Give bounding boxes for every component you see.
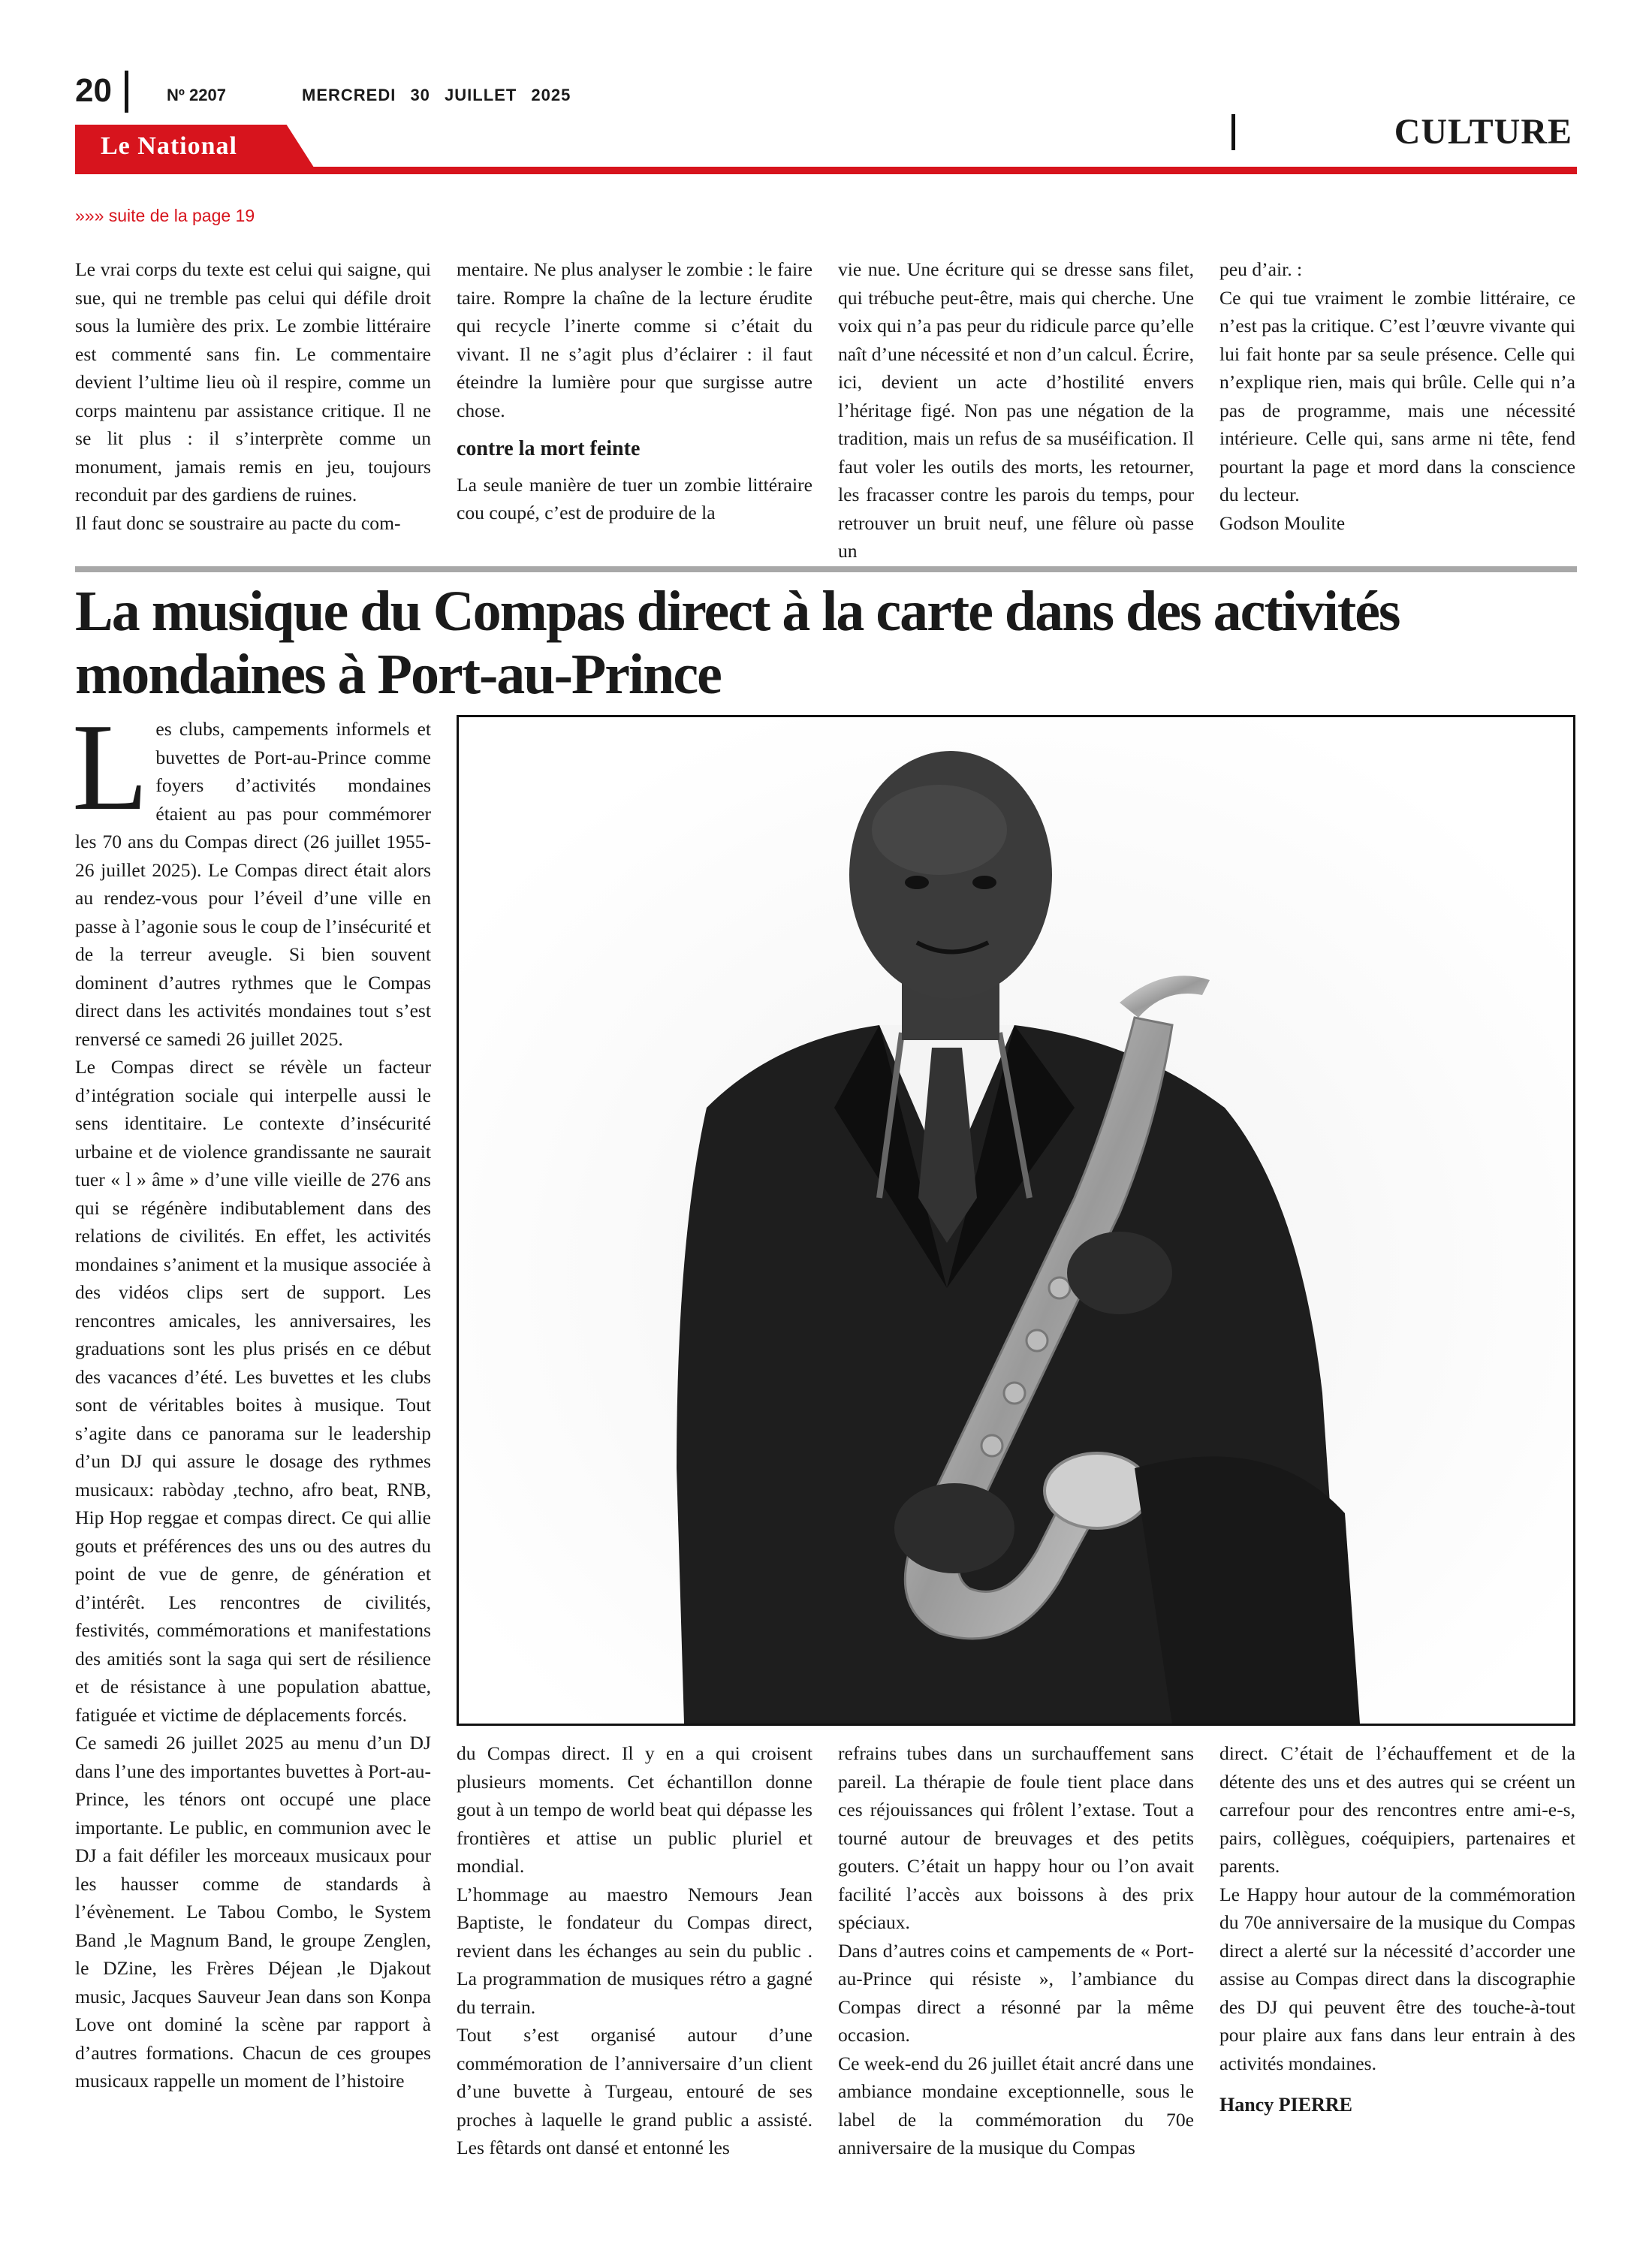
paragraph: Le vrai corps du texte est celui qui saigne, qui sue, qui ne tremble pas celui qui défile droit sous la lumière des prix. Le zombie littéraire est commenté sans fin. Le commentaire devient l’ultime lieu où il respire, comme un corps maintenu par assistance critique. Il ne se lit plus : il s’interprète comme un monument, jamais remis en jeu, toujours reconduit par des gardiens de ruines. [75, 258, 431, 505]
article-photo [457, 715, 1575, 1726]
paragraph: Tout s’est organisé autour d’une commémoration de l’anniversaire d’un client d’une buvette à Turgeau, entouré de ses proches à laquelle le grand public a assisté. Les fêtards ont dansé et entonné les [457, 2024, 812, 2158]
drop-cap: L [72, 698, 149, 836]
continuation-note: »»» suite de la page 19 [75, 206, 255, 225]
subheading: contre la mort feinte [457, 437, 641, 460]
article-divider [75, 566, 1577, 572]
page-number: 20 [75, 72, 112, 109]
prev-article-col3 [838, 255, 1194, 566]
paragraph: du Compas direct. Il y en a qui croisent plusieurs moments. Cet échantillon donne gout à un tempo de world beat qui dépasse les frontières et attise un public pluriel et mondial. [457, 1742, 812, 1877]
paragraph: L’hommage au maestro Nemours Jean Baptiste, le fondateur du Compas direct, revient dans les échanges au sein du public . La programmation de musiques rétro a gagné du terrain. [457, 1883, 812, 2018]
paragraph: direct. C’était de l’échauffement et de la détente des uns et des autres qui se créent un carrefour pour des rencontres entre ami-e-s, pairs, collègues, coéquipiers, partenaires et parents. [1219, 1742, 1575, 1877]
issue-date: MERCREDI 30 JUILLET 2025 [302, 86, 571, 104]
author-byline: Hancy PIERRE [1219, 2094, 1352, 2116]
paragraph: refrains tubes dans un surchauffement sans pareil. La thérapie de foule tient place dans ces réjouissances qui frôlent l’extase. Tout a tourné autour de breuvages et des petits gouters. C’était un happy hour ou l’on avait facilité l’accès aux boissons à des prix spéciaux. [838, 1742, 1194, 1933]
prev-article-col4 [1219, 255, 1575, 537]
brand-logo: Le National [101, 132, 237, 160]
article-col1 [72, 698, 431, 2095]
article-col2 [457, 1739, 812, 2162]
paragraph: La seule manière de tuer un zombie littéraire cou coupé, c’est de produire de la [457, 473, 812, 523]
article-col3 [838, 1739, 1194, 2162]
paragraph: Ce samedi 26 juillet 2025 au menu d’un DJ dans l’une des importantes buvettes à Port-au-Prince, les ténors ont occupé une place importante. Le public, en communion avec le DJ a fait défiler les morceaux musicaux pour les hausser comme de standards à l’évènement. Le Tabou Combo, le System Band ,le Magnum Band, le groupe Zenglen, le DZine, les Frères Déjean ,le Djakout music, Jacques Sauveur Jean dans son Konpa Love ont dominé la scène par rapport à d’autres formations. Chacun de ces groupes musicaux rappelle un moment de l’histoire [75, 1732, 431, 2092]
article-headline: La musique du Compas direct à la carte dans des activités mondaines à Port-au-Prince [75, 580, 1400, 706]
paragraph: Le Compas direct se révèle un facteur d’intégration sociale qui interpelle aussi le sens identitaire. Le contexte d’insécurité urbaine et de violence grandissante ne saurait tuer « l » âme » d’une ville vieille de 276 ans qui se régénère indibutablement dans des relations de civilités. En effet, les activités mondaines s’animent et la musique associée à des vidéos clips sert de support. Les rencontres amicales, les anniversaires, les graduations sont les plus prisés en ce début des vacances d’été. Les buvettes et les clubs sont de véritables boites à musique. Tout s’agite dans ce panorama sur le leadership d’un DJ qui assure le dosage des rythmes musicaux: rabòday ,techno, afro beat, RNB, Hip Hop reggae et compas direct. Ce qui allie gouts et préférences des uns ou des autres du point de vue de genre, de génération et d’intérêt. Les rencontres de civilités, festivités, commémorations et manifestations des amitiés sont la saga qui sert de résilience et de résistance à une population abattue, fatiguée et victime de déplacements forcés. [75, 1056, 431, 1726]
saxophonist-photo [459, 717, 1573, 1724]
paragraph: peu d’air. : [1219, 258, 1303, 280]
paragraph: Dans d’autres coins et campements de « Port-au-Prince qui résiste », l’ambiance du Compas direct a résonné par la même occasion. [838, 1939, 1194, 2046]
prev-article-col2 [457, 255, 812, 527]
issue-number: Nº 2207 [167, 86, 226, 104]
paragraph: Ce week-end du 26 juillet était ancré dans une ambiance mondaine exceptionnelle, sous le label de la commémoration du 70e anniversaire de la musique du Compas [838, 2052, 1194, 2158]
paragraph: Le Happy hour autour de la commémoration du 70e anniversaire de la musique du Compas direct a alerté sur la nécessité d’accorder une assise au Compas direct dans la discographie des DJ qui peuvent être des touche-à-tout pour plaire aux fans dans leur entrain à des activités mondaines. [1219, 1883, 1575, 2074]
article-col4 [1219, 1739, 1575, 2119]
paragraph: Ce qui tue vraiment le zombie littéraire, ce n’est pas la critique. C’est l’œuvre vivante qui lui fait honte par sa seule présence. Celle qui n’explique rien, mais qui brûle. Celle qui n’a pas de programme, mais une nécessité intérieure. Celle qui, sans arme ni tête, fend pourtant la page et mord dans la conscience du lecteur. [1219, 286, 1575, 505]
lead-paragraph: Les clubs, campements informels et buvettes de Port-au-Prince comme foyers d’activités mondaines étaient au pas pour commémorer les 70 ans du Compas direct (26 juillet 1955-26 juillet 2025). Le Compas direct était alors au rendez-vous pour l’éveil d’une ville en passe à l’agonie sous le coup de l’insécurité et de la terreur aveugle. Si bien souvent dominent d’autres rythmes que le Compas direct dans les activités mondaines tout s’est renversé ce samedi 26 juillet 2025. [72, 698, 431, 1050]
section-title: CULTURE [1394, 112, 1572, 152]
header-divider [125, 71, 128, 113]
paragraph: mentaire. Ne plus analyser le zombie : le faire taire. Rompre la chaîne de la lecture érudite qui recycle l’inerte comme si c’était du vivant. Il ne s’agit plus d’éclairer : il faut éteindre la lumière pour que surgisse autre chose. [457, 258, 812, 421]
header-rule [75, 167, 1577, 174]
paragraph: vie nue. Une écriture qui se dresse sans filet, qui trébuche peut-être, mais qui cherche. Une voix qui n’a pas peur du ridicule parce qu’elle naît d’une nécessité et non d’un calcul. Écrire, ici, devient un acte d’hostilité envers l’héritage figé. Non pas une négation de la tradition, mais un refus de sa muséification. Il faut voler les outils des morts, les retourner, les fracasser contre les parois du temps, pour retrouver un bruit neuf, une fêlure où passe un [838, 258, 1194, 562]
section-divider [1231, 114, 1235, 150]
author-byline: Godson Moulite [1219, 511, 1346, 534]
paragraph: Il faut donc se soustraire au pacte du com- [75, 511, 401, 534]
prev-article-col1 [75, 255, 431, 537]
